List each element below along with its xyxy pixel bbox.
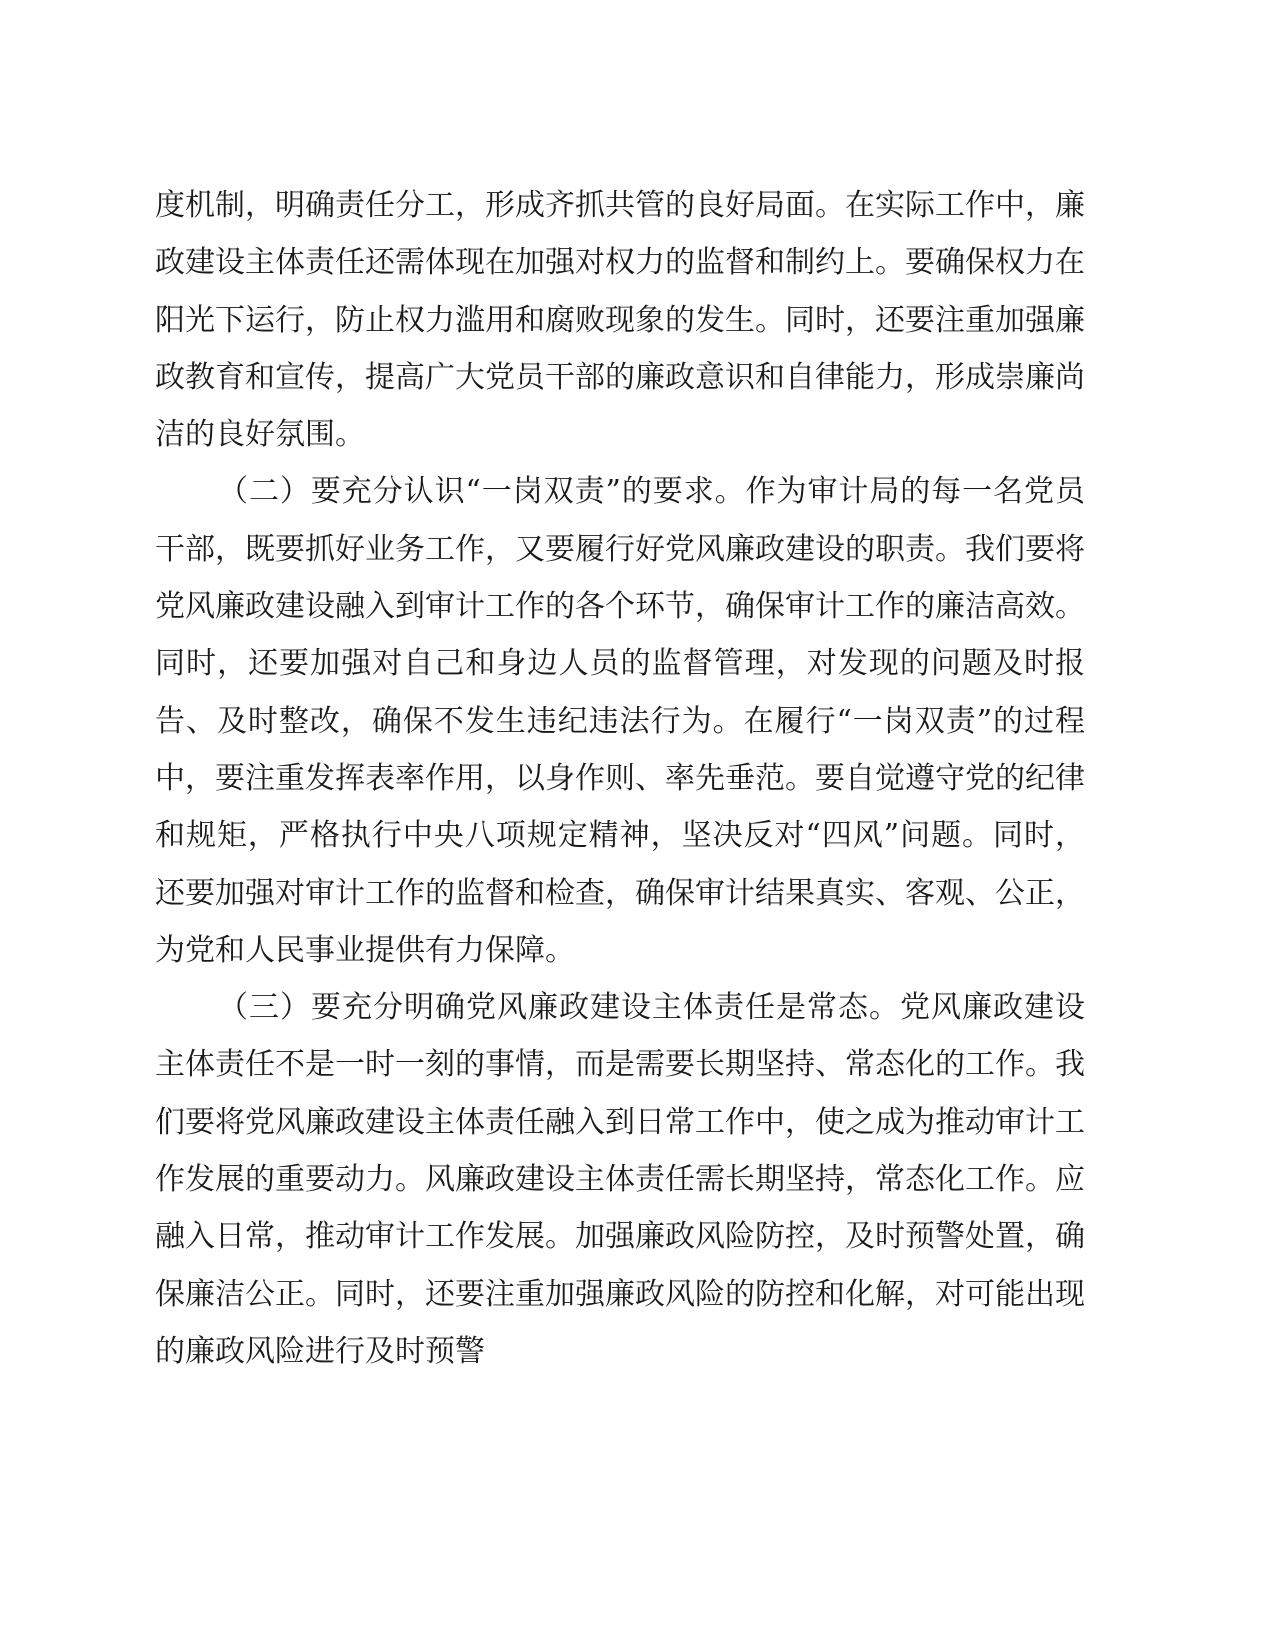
paragraph-text: 作为审计局的每一名党员干部，既要抓好业务工作，又要履行好党风廉政建设的职责。我们要将党风廉政建设融入到审计工作的各个环节，确保审计工作的廉洁高效。同时，还要加强对自己和身边人员的监督管理，对发现的问题及时报告、及时整改，确保不发生违纪违法行为。在履行“一岗双责”的过程中，要注重发挥表率作用，以身作则、率先垂范。要自觉遵守党的纪律和规矩，严格执行中央八项规定精神，坚决反对“四风”问题。同时，还要加强对审计工作的监督和检查，确保审计结果真实、客观、公正，为党和人民事业提供有力保障。 bbox=[155, 474, 1085, 968]
paragraph-continued bbox=[155, 177, 1085, 463]
document-body bbox=[155, 177, 1085, 1380]
paragraph-text: 党风廉政建设主体责任不是一时一刻的事情，而是需要长期坚持、常态化的工作。我们要将党风廉政建设主体责任融入到日常工作中，使之成为推动审计工作发展的重要动力。风廉政建设主体责任需长期坚持，常态化工作。应融入日常，推动审计工作发展。加强廉政风险防控，及时预警处置，确保廉洁公正。同时，还要注重加强廉政风险的防控和化解，对可能出现的廉政风险进行及时预警 bbox=[155, 990, 1085, 1369]
paragraph-section-three bbox=[155, 979, 1085, 1380]
paragraph-text: 度机制，明确责任分工，形成齐抓共管的良好局面。在实际工作中，廉政建设主体责任还需体现在加强对权力的监督和制约上。要确保权力在阳光下运行，防止权力滥用和腐败现象的发生。同时，还要注重加强廉政教育和宣传，提高广大党员干部的廉政意识和自律能力，形成崇廉尚洁的良好氛围。 bbox=[155, 188, 1085, 453]
section-heading: （二）要充分认识“一岗双责”的要求。 bbox=[218, 474, 746, 510]
paragraph-section-two bbox=[155, 463, 1085, 979]
section-heading: （三）要充分明确党风廉政建设主体责任是常态。 bbox=[218, 990, 900, 1026]
